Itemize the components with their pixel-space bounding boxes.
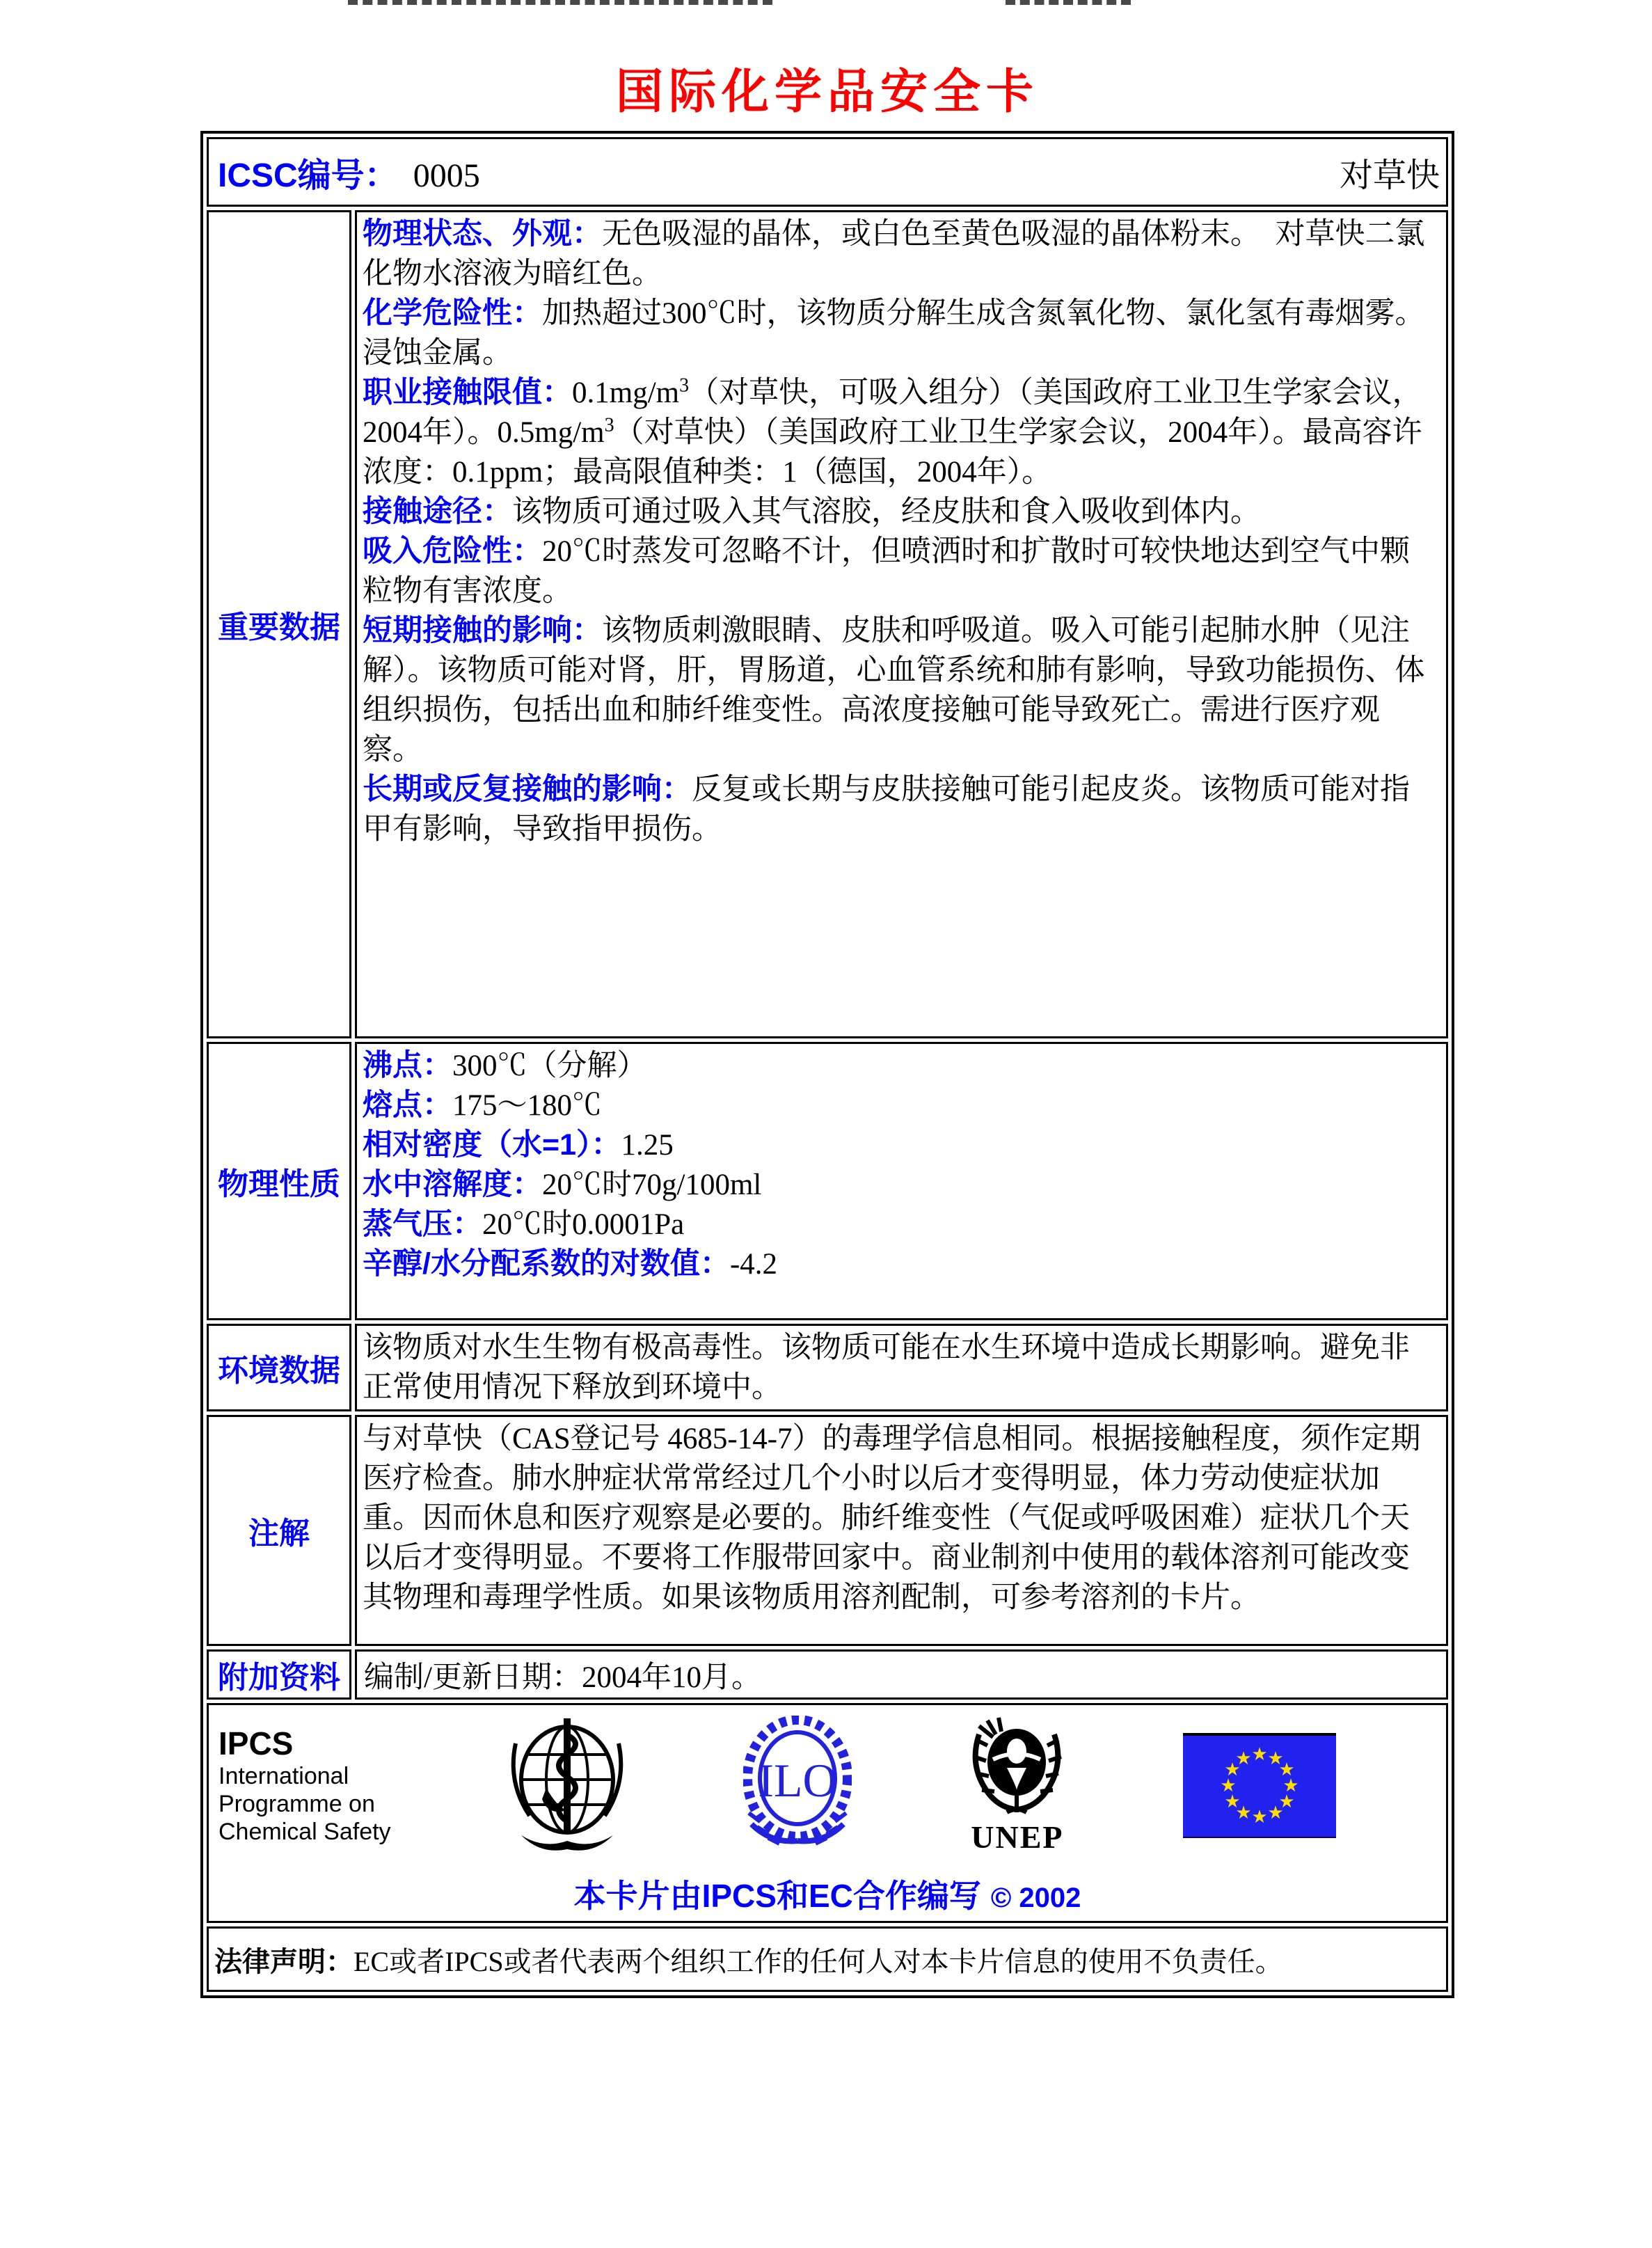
field-boiling-point: 沸点：300℃（分解）	[363, 1049, 647, 1082]
additional-info-text: 编制/更新日期：2004年10月。	[364, 1661, 761, 1694]
field-water-solubility: 水中溶解度：20℃时70g/100ml	[363, 1168, 762, 1201]
field-inhalation-risk: 吸入危险性：20℃时蒸发可忽略不计，但喷洒时和扩散时可较快地达到空气中颗粒物有害浓度。	[363, 535, 1410, 608]
clipped-header-fragment-left	[348, 0, 772, 5]
row-label-physical-properties	[207, 1042, 351, 1320]
unep-emblem-icon	[965, 1715, 1070, 1823]
field-vapor-pressure: 蒸气压：20℃时0.0001Pa	[363, 1208, 685, 1241]
row-label-text: 环境数据	[218, 1354, 340, 1388]
row-label-text: 附加资料	[218, 1661, 340, 1695]
row-label-text: 注解	[248, 1517, 310, 1551]
row-label-notes	[207, 1415, 351, 1646]
additional-info-content	[355, 1649, 1448, 1700]
field-exposure-routes: 接触途径：该物质可通过吸入其气溶胶，经皮肤和食入吸收到体内。	[363, 495, 1260, 528]
card-header-row	[207, 137, 1448, 207]
legal-label: 法律声明：	[214, 1946, 354, 1977]
credit-text: 本卡片由IPCS和EC合作编写	[573, 1878, 981, 1914]
eu-flag-icon: ★ ★ ★ ★ ★ ★ ★ ★ ★ ★ ★ ★	[1183, 1733, 1336, 1838]
superscript-3: 3	[679, 374, 690, 397]
credit-year: © 2002	[990, 1883, 1081, 1913]
ipcs-title: IPCS	[219, 1725, 294, 1762]
ipcs-subtitle-line2: Programme on	[219, 1791, 375, 1818]
notes-text: 与对草快（CAS登记号 4685-14-7）的毒理学信息相同。根据接触程度，须作定期医疗检查。肺水肿症状常常经过几个小时以后才变得明显，体力劳动使症状加重。因而休息和医疗观察是必要的。肺纤维变性（气促或呼吸困难）症状几个天以后才变得明显。不要将工作服带回家中。商业制剂中使用的载体溶剂可能改变其物理和毒理学性质。如果该物质用溶剂配制，可参考溶剂的卡片。	[363, 1423, 1421, 1614]
row-label-environmental-data	[207, 1324, 351, 1411]
row-label-text: 物理性质	[218, 1167, 340, 1201]
credit-line	[209, 1871, 1446, 1917]
ipcs-subtitle-line1: International	[219, 1762, 349, 1789]
icsc-number-label: ICSC编号：	[218, 157, 398, 194]
logos-row	[207, 1703, 1448, 1923]
environmental-data-content	[355, 1324, 1448, 1411]
field-occupational-exposure-limit: 职业接触限值：$0.1mg/m^3$（对草快，可吸入组分）（美国政府工业卫生学家会议，2004年）。$0.5mg/m^3$（对草快）（美国政府工业卫生学家会议，2004年）。最高容许浓度：0.1ppm；最高限值种类：1（德国，2004年）。	[363, 374, 1422, 489]
field-chemical-danger: 化学危险性：加热超过300℃时，该物质分解生成含氮氧化物、氯化氢有毒烟雾。浸蚀金属。	[363, 296, 1425, 370]
field-short-term-effects: 短期接触的影响：该物质刺激眼睛、皮肤和呼吸道。吸入可能引起肺水肿（见注解）。该物质可能对肾，肝，胃肠道，心血管系统和肺有影响，导致功能损伤、体组织损伤，包括出血和肺纤维变性。高浓度接触可能导致死亡。需进行医疗观察。	[363, 614, 1425, 766]
row-label-important-data	[207, 210, 351, 1038]
icsc-number-group	[218, 148, 480, 196]
field-long-term-effects: 长期或反复接触的影响：反复或长期与皮肤接触可能引起皮炎。该物质可能对指甲有影响，导致指甲损伤。	[363, 773, 1410, 846]
important-data-content	[355, 210, 1448, 1038]
unep-logo-block	[965, 1715, 1070, 1855]
row-label-additional-info	[207, 1649, 351, 1700]
ipcs-subtitle-line3: Chemical Safety	[219, 1819, 391, 1846]
icsc-card-table	[200, 131, 1454, 1998]
ipcs-text-block	[219, 1725, 391, 1846]
physical-properties-content	[355, 1042, 1448, 1320]
legal-text: EC或者IPCS或者代表两个组织工作的任何人对本卡片信息的使用不负责任。	[354, 1945, 1283, 1977]
field-relative-density: 相对密度（水=1）：1.25	[363, 1128, 674, 1162]
clipped-header-fragment-right	[1006, 0, 1131, 5]
who-emblem-icon	[505, 1716, 630, 1855]
field-physical-state: 物理状态、外观：无色吸湿的晶体，或白色至黄色吸湿的晶体粉末。 对草快二氯化物水溶液为暗红色。	[363, 217, 1425, 290]
icsc-number-value: 0005	[413, 157, 480, 194]
ilo-letters: ILO	[758, 1753, 837, 1807]
ilo-emblem-icon	[743, 1716, 852, 1855]
field-octanol-water-partition: 辛醇/水分配系数的对数值：-4.2	[363, 1247, 778, 1281]
row-label-text: 重要数据	[218, 610, 340, 644]
environmental-data-text: 该物质对水生生物有极高毒性。该物质可能在水生环境中造成长期影响。避免非正常使用情况下释放到环境中。	[363, 1331, 1410, 1404]
notes-content	[355, 1415, 1448, 1646]
unep-label: UNEP	[971, 1819, 1064, 1855]
chemical-name: 对草快	[1339, 157, 1440, 194]
legal-row	[207, 1926, 1448, 1992]
superscript-3: 3	[604, 414, 614, 436]
page-title: 国际化学品安全卡	[615, 65, 1039, 118]
field-melting-point: 熔点：175～180℃	[363, 1089, 602, 1122]
